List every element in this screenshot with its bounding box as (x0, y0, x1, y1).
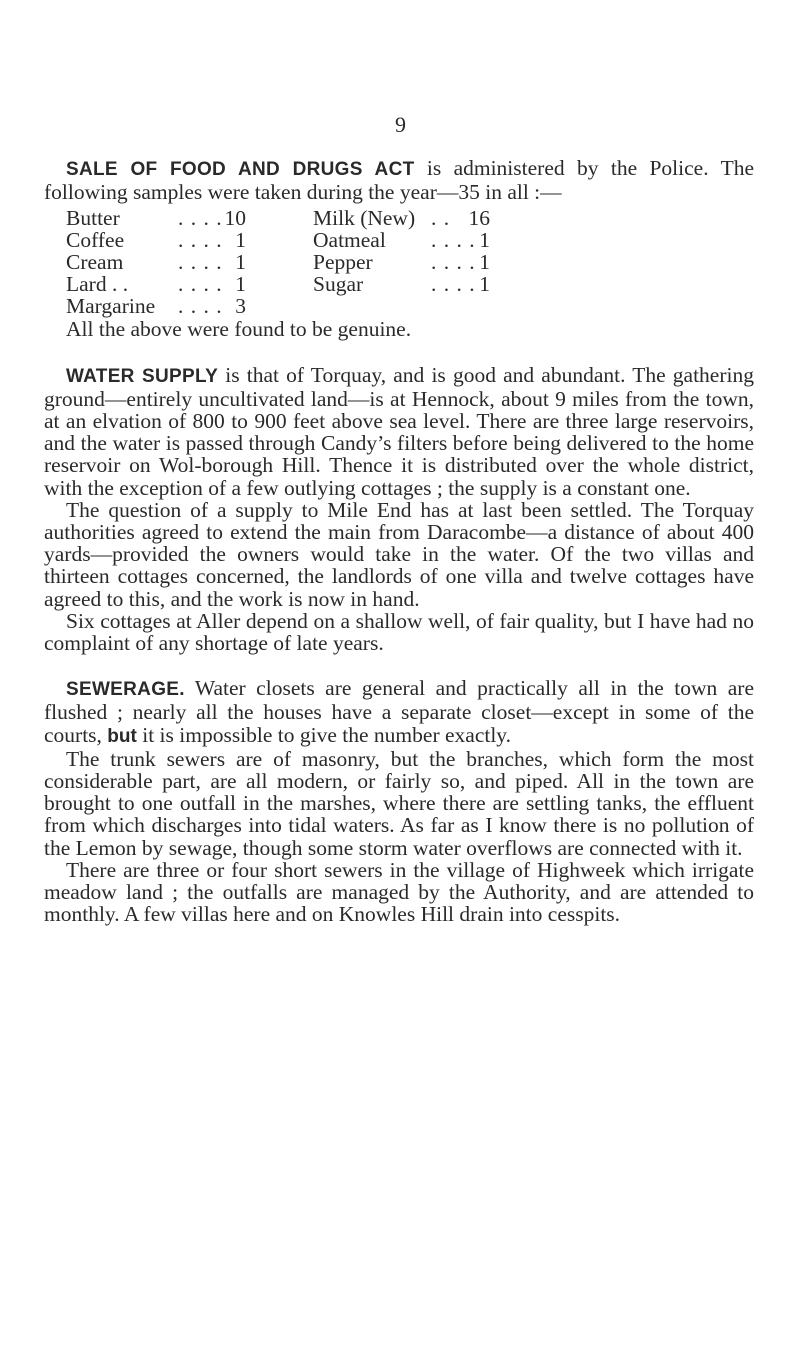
sample-leader-dots: . . . . (431, 228, 476, 253)
sample-leader-dots: . . . . (178, 206, 223, 231)
sewerage-bold-word: but (107, 725, 137, 747)
sample-row (66, 229, 756, 251)
sample-name: Pepper (313, 250, 373, 275)
sample-row (66, 207, 756, 229)
water-supply-para-1 (44, 364, 754, 499)
water-supply-text-1: is that of Torquay, and is good and abundant. The gathering ground—entirely uncultivated land—is at Hennock, about 9 miles from the town, at an elvation of 800 to 900 feet above sea level. There are three large reservoirs, and the water is passed through Candy’s filters before being delivered to the home reservoir on Wol-borough Hill. Thence it is distributed over the whole district, with the exception of a few outlying cottages ; the supply is a constant one. (44, 362, 754, 500)
sample-count: 10 (224, 206, 246, 231)
sewerage-para-1 (44, 677, 754, 748)
food-act-heading: SALE OF FOOD AND DRUGS ACT (66, 159, 415, 180)
food-act-conclusion: All the above were found to be genuine. (66, 317, 412, 342)
sample-row (66, 251, 756, 273)
sewerage-heading: SEWERAGE. (66, 679, 185, 701)
sample-count: 16 (468, 206, 490, 231)
sewerage-para-2: The trunk sewers are of masonry, but the branches, which form the most considerable part, are all modern, or fairly so, and piped. All in the town are brought to one outfall in the marshes, where there are settling tanks, the effluent from which discharges into tidal waters. As far as I know there is no pollution of the Lemon by sewage, though some storm water overflows are connected with it. (44, 746, 754, 860)
sample-name: Butter (66, 206, 120, 231)
sample-leader-dots: . . (431, 206, 451, 231)
water-supply-para-2: The question of a supply to Mile End has at last been settled. The Torquay authorities agreed to extend the main from Daracombe—a distance of about 400 yards—provided the owners would take in the water. Of the two villas and thirteen cottages concerned, the landlords of one villa and twelve cottages have agreed to this, and the work is now in hand. (44, 497, 754, 611)
sample-count: 3 (235, 294, 246, 319)
sample-leader-dots: . . . . (178, 228, 223, 253)
food-act-intro (44, 157, 754, 203)
sample-count: 1 (479, 272, 490, 297)
sample-name: Margarine (66, 294, 156, 319)
sewerage-para-3: There are three or four short sewers in the village of Highweek which irrigate meadow land ; the outfalls are managed by the Authority, and are attended to monthly. A few villas here and on Knowles Hill drain into cesspits. (44, 857, 754, 927)
water-supply-heading: WATER SUPPLY (66, 365, 219, 387)
sample-name: Milk (New) (313, 206, 416, 231)
sample-count: 1 (235, 250, 246, 275)
sample-count: 1 (479, 228, 490, 253)
sewerage-text-1a: Water closets are general and practically all in the town are flushed ; nearly all the houses have a separate closet—except in some of the courts, (44, 676, 754, 747)
sample-leader-dots: . . . . (178, 272, 223, 297)
sample-row (66, 273, 756, 295)
sample-name: Cream (66, 250, 124, 275)
sample-name: Lard . . (66, 272, 129, 297)
sample-leader-dots: . . . . (431, 272, 476, 297)
samples-table (66, 207, 754, 318)
sample-count: 1 (479, 250, 490, 275)
sample-name: Coffee (66, 228, 125, 253)
document-body (44, 157, 754, 925)
water-supply-para-3: Six cottages at Aller depend on a shallow well, of fair quality, but I have had no complaint of any shortage of late years. (44, 608, 754, 656)
food-act-intro-text: is administered by the Police. The following samples were taken during the year—35 in all :— (44, 156, 754, 205)
sample-leader-dots: . . . . (431, 250, 476, 275)
sample-name: Sugar (313, 272, 364, 297)
sample-count: 1 (235, 228, 246, 253)
sample-leader-dots: . . . . (178, 250, 223, 275)
sample-leader-dots: . . . . (178, 294, 223, 319)
sample-count: 1 (235, 272, 246, 297)
sample-row (66, 295, 756, 317)
sample-name: Oatmeal (313, 228, 386, 253)
page-number: 9 (395, 112, 406, 137)
sewerage-text-1b: it is impossible to give the number exactly. (136, 722, 512, 747)
